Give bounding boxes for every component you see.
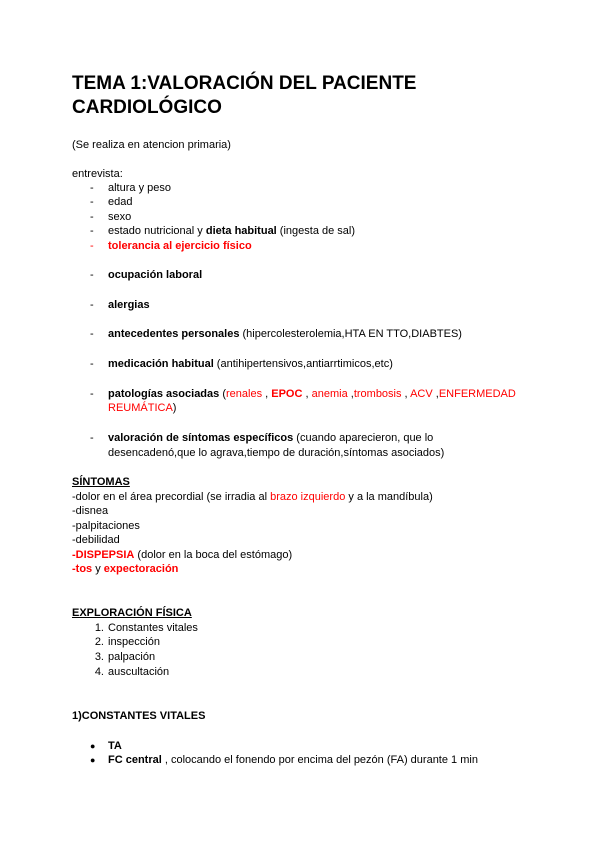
- text: (hipercolesterolemia,HTA EN TTO,DIABTES): [239, 328, 462, 340]
- text: , colocando el fonendo por encima del pezón (FA) durante 1 min: [161, 754, 478, 766]
- constantes-heading: 1)CONSTANTES VITALES: [72, 710, 206, 722]
- text: ,: [302, 388, 312, 400]
- text-red: expectoración: [103, 563, 179, 575]
- text-red: -DISPEPSIA: [72, 549, 135, 561]
- text-red: ENFERMEDAD: [438, 388, 516, 400]
- text: (: [219, 388, 226, 400]
- list-bullet: -: [90, 182, 94, 194]
- list-item-alergias: alergias: [108, 299, 150, 311]
- text: ,: [432, 388, 439, 400]
- text: -dolor en el área precordial (se irradia al: [72, 491, 271, 503]
- page-title: TEMA 1:VALORACIÓN DEL PACIENTE CARDIOLÓGICO: [72, 73, 417, 118]
- text-bold: antecedentes personales: [108, 328, 240, 340]
- text-red: anemia: [311, 388, 348, 400]
- list-bullet: -: [90, 432, 94, 444]
- subtitle: (Se realiza en atencion primaria): [72, 139, 231, 151]
- list-bullet: -: [90, 388, 94, 400]
- text: y a la mandíbula): [345, 491, 433, 503]
- list-item-antecedentes: [108, 327, 462, 342]
- list-item-sexo: sexo: [108, 211, 132, 223]
- text-red: brazo izquierdo: [270, 491, 346, 503]
- sintoma-tos: [72, 562, 178, 576]
- list-item-valoracion-cont: desencadenó,que lo agrava,tiempo de duración,síntomas asociados): [108, 447, 445, 459]
- exploracion-heading: EXPLORACIÓN FÍSICA: [72, 607, 192, 619]
- text-red: -tos: [72, 563, 93, 575]
- text-bold: medicación habitual: [108, 358, 214, 370]
- exploracion-item: Constantes vitales: [108, 622, 198, 634]
- list-number: 3.: [94, 651, 104, 663]
- constantes-item-fc: [108, 753, 478, 768]
- text: (cuando aparecieron, que lo: [293, 432, 434, 444]
- list-item-patologias-cont: [108, 401, 176, 416]
- text-red: ACV: [410, 388, 433, 400]
- text-red: trombosis: [353, 388, 402, 400]
- sintoma-dispepsia: [72, 548, 292, 562]
- text-red: renales: [226, 388, 263, 400]
- list-item-edad: edad: [108, 196, 133, 208]
- list-bullet: -: [90, 269, 94, 281]
- list-item-altura: altura y peso: [108, 182, 171, 194]
- sintoma-dolor: [72, 490, 433, 504]
- text-red: EPOC: [271, 388, 303, 400]
- list-item-tolerancia: tolerancia al ejercicio físico: [108, 240, 252, 252]
- list-item-nutricional: [108, 224, 355, 239]
- bullet-icon: ●: [90, 741, 96, 751]
- list-number: 2.: [94, 636, 104, 648]
- list-item-valoracion: [108, 431, 433, 446]
- list-bullet: -: [90, 328, 94, 340]
- text: ): [172, 402, 177, 414]
- text: ,: [401, 388, 411, 400]
- exploracion-item: palpación: [108, 651, 156, 663]
- sintoma-debilidad: -debilidad: [72, 534, 120, 546]
- text: ,: [347, 388, 354, 400]
- text: estado nutricional y: [108, 225, 206, 237]
- list-number: 4.: [94, 666, 104, 678]
- list-bullet: -: [90, 358, 94, 370]
- text-bold: patologías asociadas: [108, 388, 220, 400]
- exploracion-item: auscultación: [108, 666, 170, 678]
- list-bullet: -: [90, 211, 94, 223]
- entrevista-heading: entrevista:: [72, 168, 123, 180]
- list-bullet: -: [90, 196, 94, 208]
- sintomas-heading: SÍNTOMAS: [72, 476, 130, 488]
- list-bullet: -: [90, 240, 94, 252]
- text-red: REUMÁTICA: [108, 402, 173, 414]
- text: (ingesta de sal): [276, 225, 356, 237]
- sintoma-disnea: -disnea: [72, 505, 109, 517]
- exploracion-item: inspección: [108, 636, 160, 648]
- text-bold: FC central: [108, 754, 162, 766]
- text: y: [92, 563, 104, 575]
- text: ,: [262, 388, 272, 400]
- text: (dolor en la boca del estómago): [134, 549, 293, 561]
- text: (antihipertensivos,antiarrtimicos,etc): [213, 358, 393, 370]
- list-bullet: -: [90, 225, 94, 237]
- constantes-item-ta: TA: [108, 740, 122, 752]
- list-bullet: -: [90, 299, 94, 311]
- text-bold: dieta habitual: [205, 225, 277, 237]
- list-item-ocupacion: ocupación laboral: [108, 269, 203, 281]
- list-item-patologias: [108, 387, 516, 402]
- list-item-medicacion: [108, 357, 393, 372]
- list-number: 1.: [94, 622, 104, 634]
- bullet-icon: ●: [90, 755, 96, 765]
- sintoma-palpitaciones: -palpitaciones: [72, 520, 140, 532]
- text-bold: valoración de síntomas específicos: [108, 432, 294, 444]
